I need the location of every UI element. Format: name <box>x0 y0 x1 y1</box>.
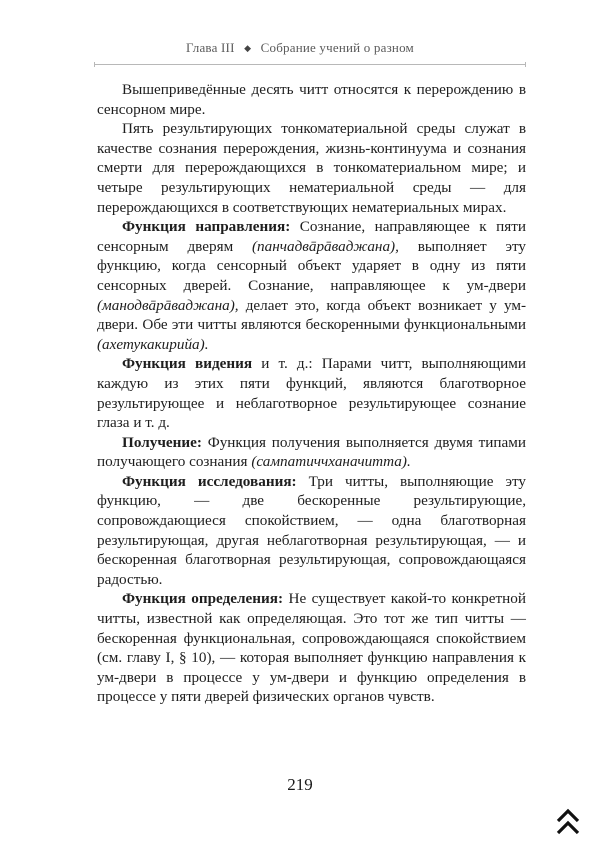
header-rule <box>94 64 526 65</box>
paragraph-text: делает это, когда объект возникает у ум-двери. Обе эти читты являются бескоренными функциональными <box>97 296 526 334</box>
pali-term: (манодвāрāваджана), <box>97 296 239 314</box>
pali-term: (панчадвāрāваджана), <box>251 237 399 255</box>
paragraph <box>97 433 526 472</box>
paragraph-heading: Получение: <box>122 433 202 451</box>
running-header <box>0 40 600 56</box>
paragraph-text: Пять результирующих тонкоматериальной среды служат в качестве сознания перерождения, жизнь-континуума и сознания смерти для перерождающихся в тонкоматериальном мире; и четыре результирующих нематериальной среды — для перерождающихся в соответствующих нематериальных мирах. <box>97 120 526 216</box>
paragraph-text: и т. д.: Парами читт, выполняющими каждую из этих пяти функций, являются благотворное результирующее и неблаготворное результирующее сознание глаза и т. д. <box>97 355 527 432</box>
pali-term: (сампатиччханачитта). <box>251 453 411 471</box>
diamond-separator-icon: ◆ <box>244 43 252 53</box>
paragraph-text: Три читты, выполняющие эту функцию, — две бескоренные результирующие, сопровождающиеся спокойствием, — одна благотворная результирующая, другая неблаготворная результирующая, — и бескоренная благотворная результирующая, сопровождающаяся радостью. <box>97 472 526 588</box>
chapter-label: Глава III <box>186 40 235 55</box>
paragraph <box>97 217 526 354</box>
paragraph-text: Не существует какой-то конкретной читты, известной как определяющая. Это тот же тип читты — бескоренная функциональная, сопровождающаяся спокойствием (см. главу I, § 10), — которая выполняет функцию направления к ум-двери в процессе у ум-двери и функцию определения в процессе у пяти дверей физических органов чувств. <box>97 590 526 706</box>
scroll-to-top-button[interactable] <box>554 807 582 837</box>
paragraph-text: Функция получения выполняется двумя типами получающего сознания <box>97 433 526 471</box>
paragraph-heading: Функция направления: <box>122 218 291 236</box>
paragraph <box>97 589 526 707</box>
paragraph <box>97 472 526 590</box>
paragraph-heading: Функция определения: <box>122 590 284 608</box>
chapter-title: Собрание учений о разном <box>260 40 414 55</box>
page-body <box>97 80 526 707</box>
paragraph <box>97 119 526 217</box>
page-number: 219 <box>287 775 313 794</box>
paragraph-text: Вышеприведённые десять читт относятся к перерождению в сенсорном мире. <box>97 81 526 118</box>
paragraph-text: Сознание, направляющее к пяти сенсорным дверям <box>97 218 526 255</box>
paragraph <box>97 80 526 119</box>
double-chevron-up-icon <box>554 807 582 837</box>
paragraph-heading: Функция исследования: <box>122 472 297 490</box>
pali-term: (ахетукакирийа). <box>97 335 209 353</box>
paragraph-heading: Функция видения <box>122 355 253 373</box>
paragraph <box>97 354 526 432</box>
paragraph-text: выполняет эту функцию, когда сенсорный объект ударяет в одну из пяти сенсорных дверей. Сознание, направляющее к ум-двери <box>97 237 526 294</box>
